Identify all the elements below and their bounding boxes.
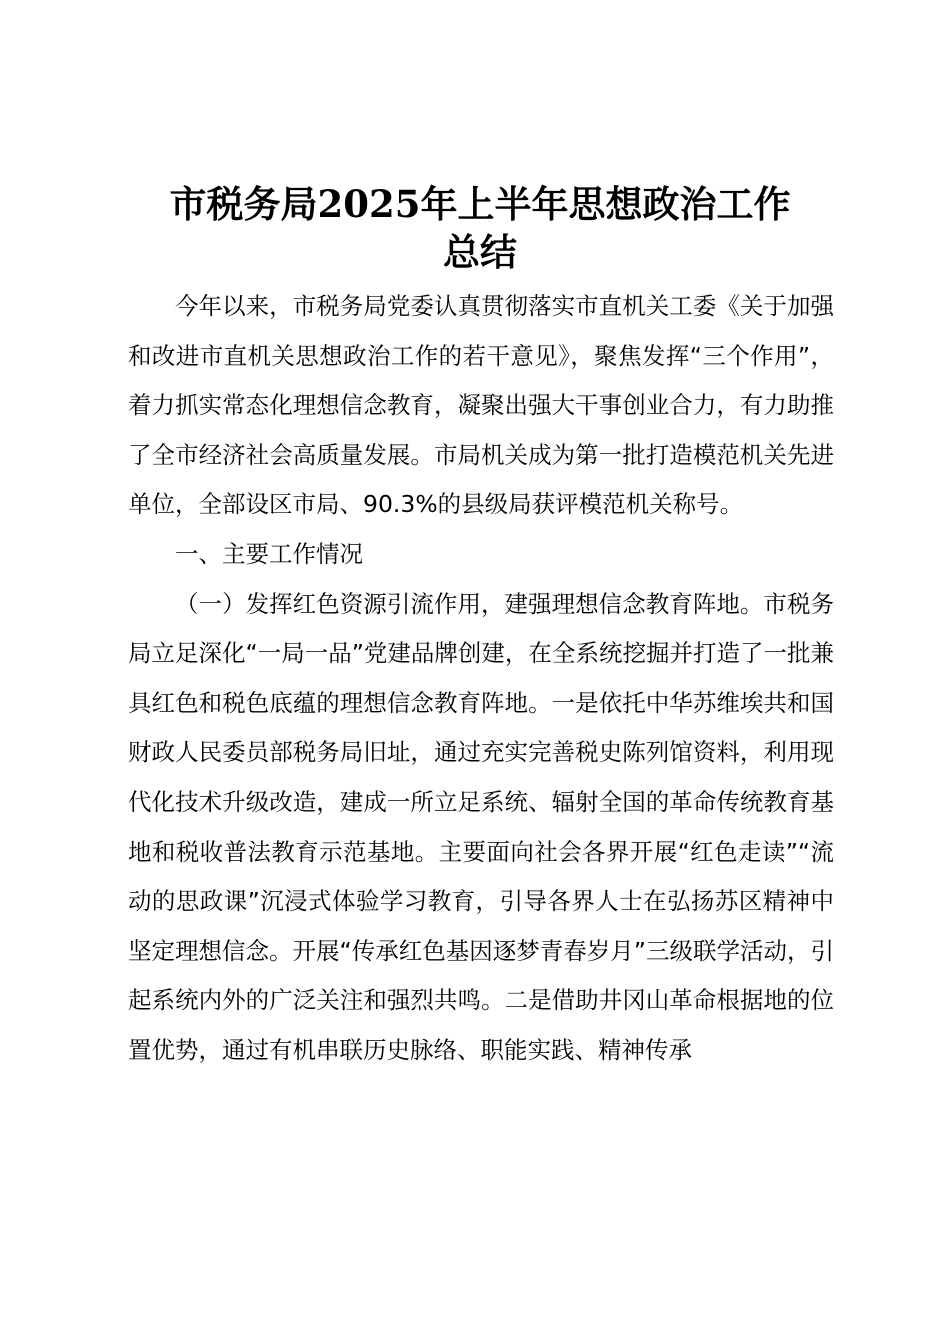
document-body [128,282,834,1076]
body-paragraph: （一）发挥红色资源引流作用，建强理想信念教育阵地。市税务局立足深化“一局一品”党建品牌创建，在全系统挖掘并打造了一批兼具红色和税色底蕴的理想信念教育阵地。一是依托中华苏维埃共和国财政人民委员部税务局旧址，通过充实完善税史陈列馆资料，利用现代化技术升级改造，建成一所立足系统、辐射全国的革命传统教育基地和税收普法教育示范基地。主要面向社会各界开展“红色走读”“流动的思政课”沉浸式体验学习教育，引导各界人士在弘扬苏区精神中坚定理想信念。开展“传承红色基因逐梦青春岁月”三级联学活动，引起系统内外的广泛关注和强烈共鸣。二是借助井冈山革命根据地的位置优势，通过有机串联历史脉络、职能实践、精神传承 [128,589,834,1064]
title-line-2: 总结 [443,230,517,274]
title-line-1: 市税务局2025年上半年思想政治工作 [169,182,791,226]
intro-paragraph: 今年以来，市税务局党委认真贯彻落实市直机关工委《关于加强和改进市直机关思想政治工作的若干意见》，聚焦发挥“三个作用”，着力抓实常态化理想信念教育，凝聚出强大干事创业合力，有力助推了全市经济社会高质量发展。市局机关成为第一批打造模范机关先进单位，全部设区市局、90.3%的县级局获评模范机关称号。 [128,292,834,519]
document-title [100,180,860,276]
section-heading: 一、主要工作情况 [175,539,363,568]
